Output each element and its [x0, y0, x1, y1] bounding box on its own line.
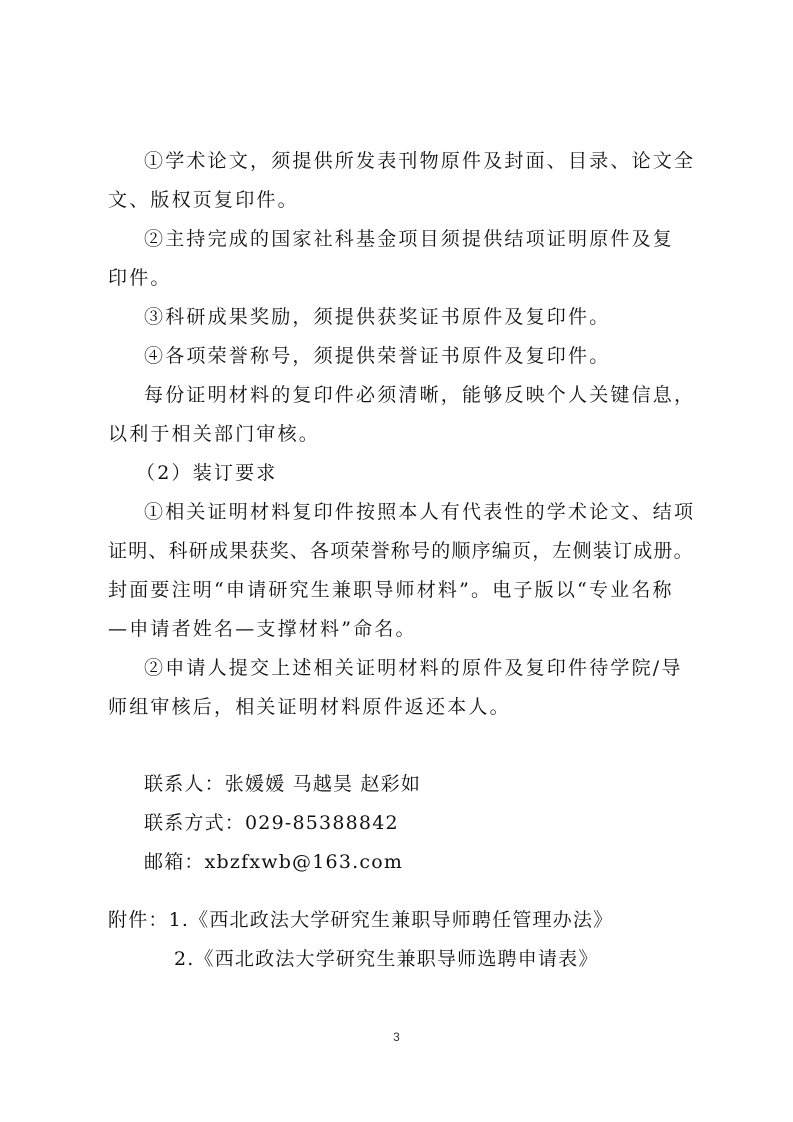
attachment-item-2: 2.《西北政法大学研究生兼职导师选聘申请表》: [174, 948, 599, 970]
contact-phone: 联系方式：029-85388842: [144, 812, 399, 834]
paragraph-academic-paper-line-2: 文、版权页复印件。: [108, 189, 299, 211]
paragraph-submission-line-2: 师组审核后，相关证明材料原件返还本人。: [108, 696, 511, 718]
paragraph-research-award: ③科研成果奖励，须提供获奖证书原件及复印件。: [144, 306, 611, 328]
section-heading-binding-requirements: （2）装订要求: [136, 462, 278, 484]
paragraph-copy-clarity-line-1: 每份证明材料的复印件必须清晰，能够反映个人关键信息，: [144, 384, 696, 406]
paragraph-binding-order-line-1: ①相关证明材料复印件按照本人有代表性的学术论文、结项: [144, 501, 696, 523]
paragraph-submission-line-1: ②申请人提交上述相关证明材料的原件及复印件待学院/导: [144, 657, 683, 679]
attachment-item-1: 附件：1.《西北政法大学研究生兼职导师聘任管理办法》: [108, 909, 614, 931]
page-number: 3: [393, 1030, 400, 1044]
paragraph-academic-paper-line-1: ①学术论文，须提供所发表刊物原件及封面、目录、论文全: [144, 150, 696, 172]
paragraph-binding-order-line-2: 证明、科研成果获奖、各项荣誉称号的顺序编页，左侧装订成册。: [108, 540, 694, 562]
paragraph-social-science-project-line-1: ②主持完成的国家社科基金项目须提供结项证明原件及复: [144, 228, 675, 250]
contact-email: 邮箱：xbzfxwb@163.com: [144, 851, 404, 873]
paragraph-social-science-project-line-2: 印件。: [108, 267, 172, 289]
contact-person: 联系人：张媛媛 马越昊 赵彩如: [144, 773, 422, 795]
paragraph-binding-order-line-3: 封面要注明“申请研究生兼职导师材料”。电子版以“专业名称: [108, 579, 674, 601]
paragraph-copy-clarity-line-2: 以利于相关部门审核。: [108, 423, 321, 445]
paragraph-binding-order-line-4: —申请者姓名—支撑材料”命名。: [108, 618, 417, 640]
paragraph-honor-title: ④各项荣誉称号，须提供荣誉证书原件及复印件。: [144, 345, 611, 367]
